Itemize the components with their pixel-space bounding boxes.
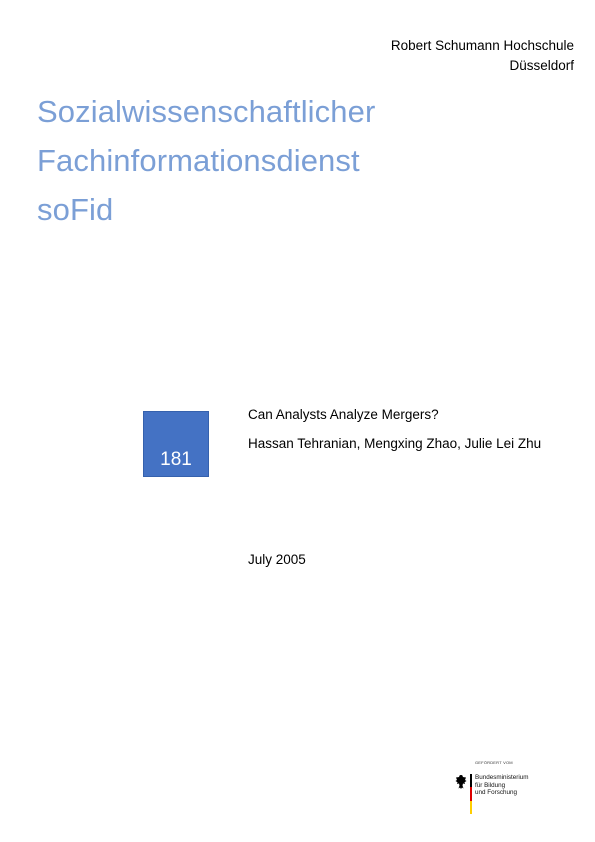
federal-eagle-icon <box>455 774 467 790</box>
document-title <box>37 87 375 234</box>
flag-stripe-black <box>470 774 472 787</box>
sponsor-logo <box>455 760 565 820</box>
ministry-line-3: und Forschung <box>475 789 518 796</box>
flag-stripe-gold <box>470 801 472 814</box>
ministry-line-2: für Bildung <box>475 781 506 789</box>
ministry-name <box>475 774 529 797</box>
german-flag-bar <box>470 774 472 814</box>
paper-authors: Hassan Tehranian, Mengxing Zhao, Julie Lei Zhu <box>248 436 542 451</box>
institution-city: Düsseldorf <box>509 58 574 73</box>
title-line-2: Fachinformationsdienst <box>37 143 360 178</box>
institution-header <box>391 36 574 76</box>
title-line-3: soFid <box>37 192 114 227</box>
institution-name: Robert Schumann Hochschule <box>390 38 574 53</box>
issue-number-box <box>143 411 209 477</box>
title-line-1: Sozialwissenschaftlicher <box>37 94 376 129</box>
ministry-line-1: Bundesministerium <box>475 774 529 781</box>
sponsor-label: GEFÖRDERT VOM <box>475 760 513 765</box>
paper-date: July 2005 <box>248 552 306 567</box>
flag-stripe-red <box>470 787 472 800</box>
paper-title: Can Analysts Analyze Mergers? <box>248 407 439 422</box>
issue-number: 181 <box>160 449 192 470</box>
